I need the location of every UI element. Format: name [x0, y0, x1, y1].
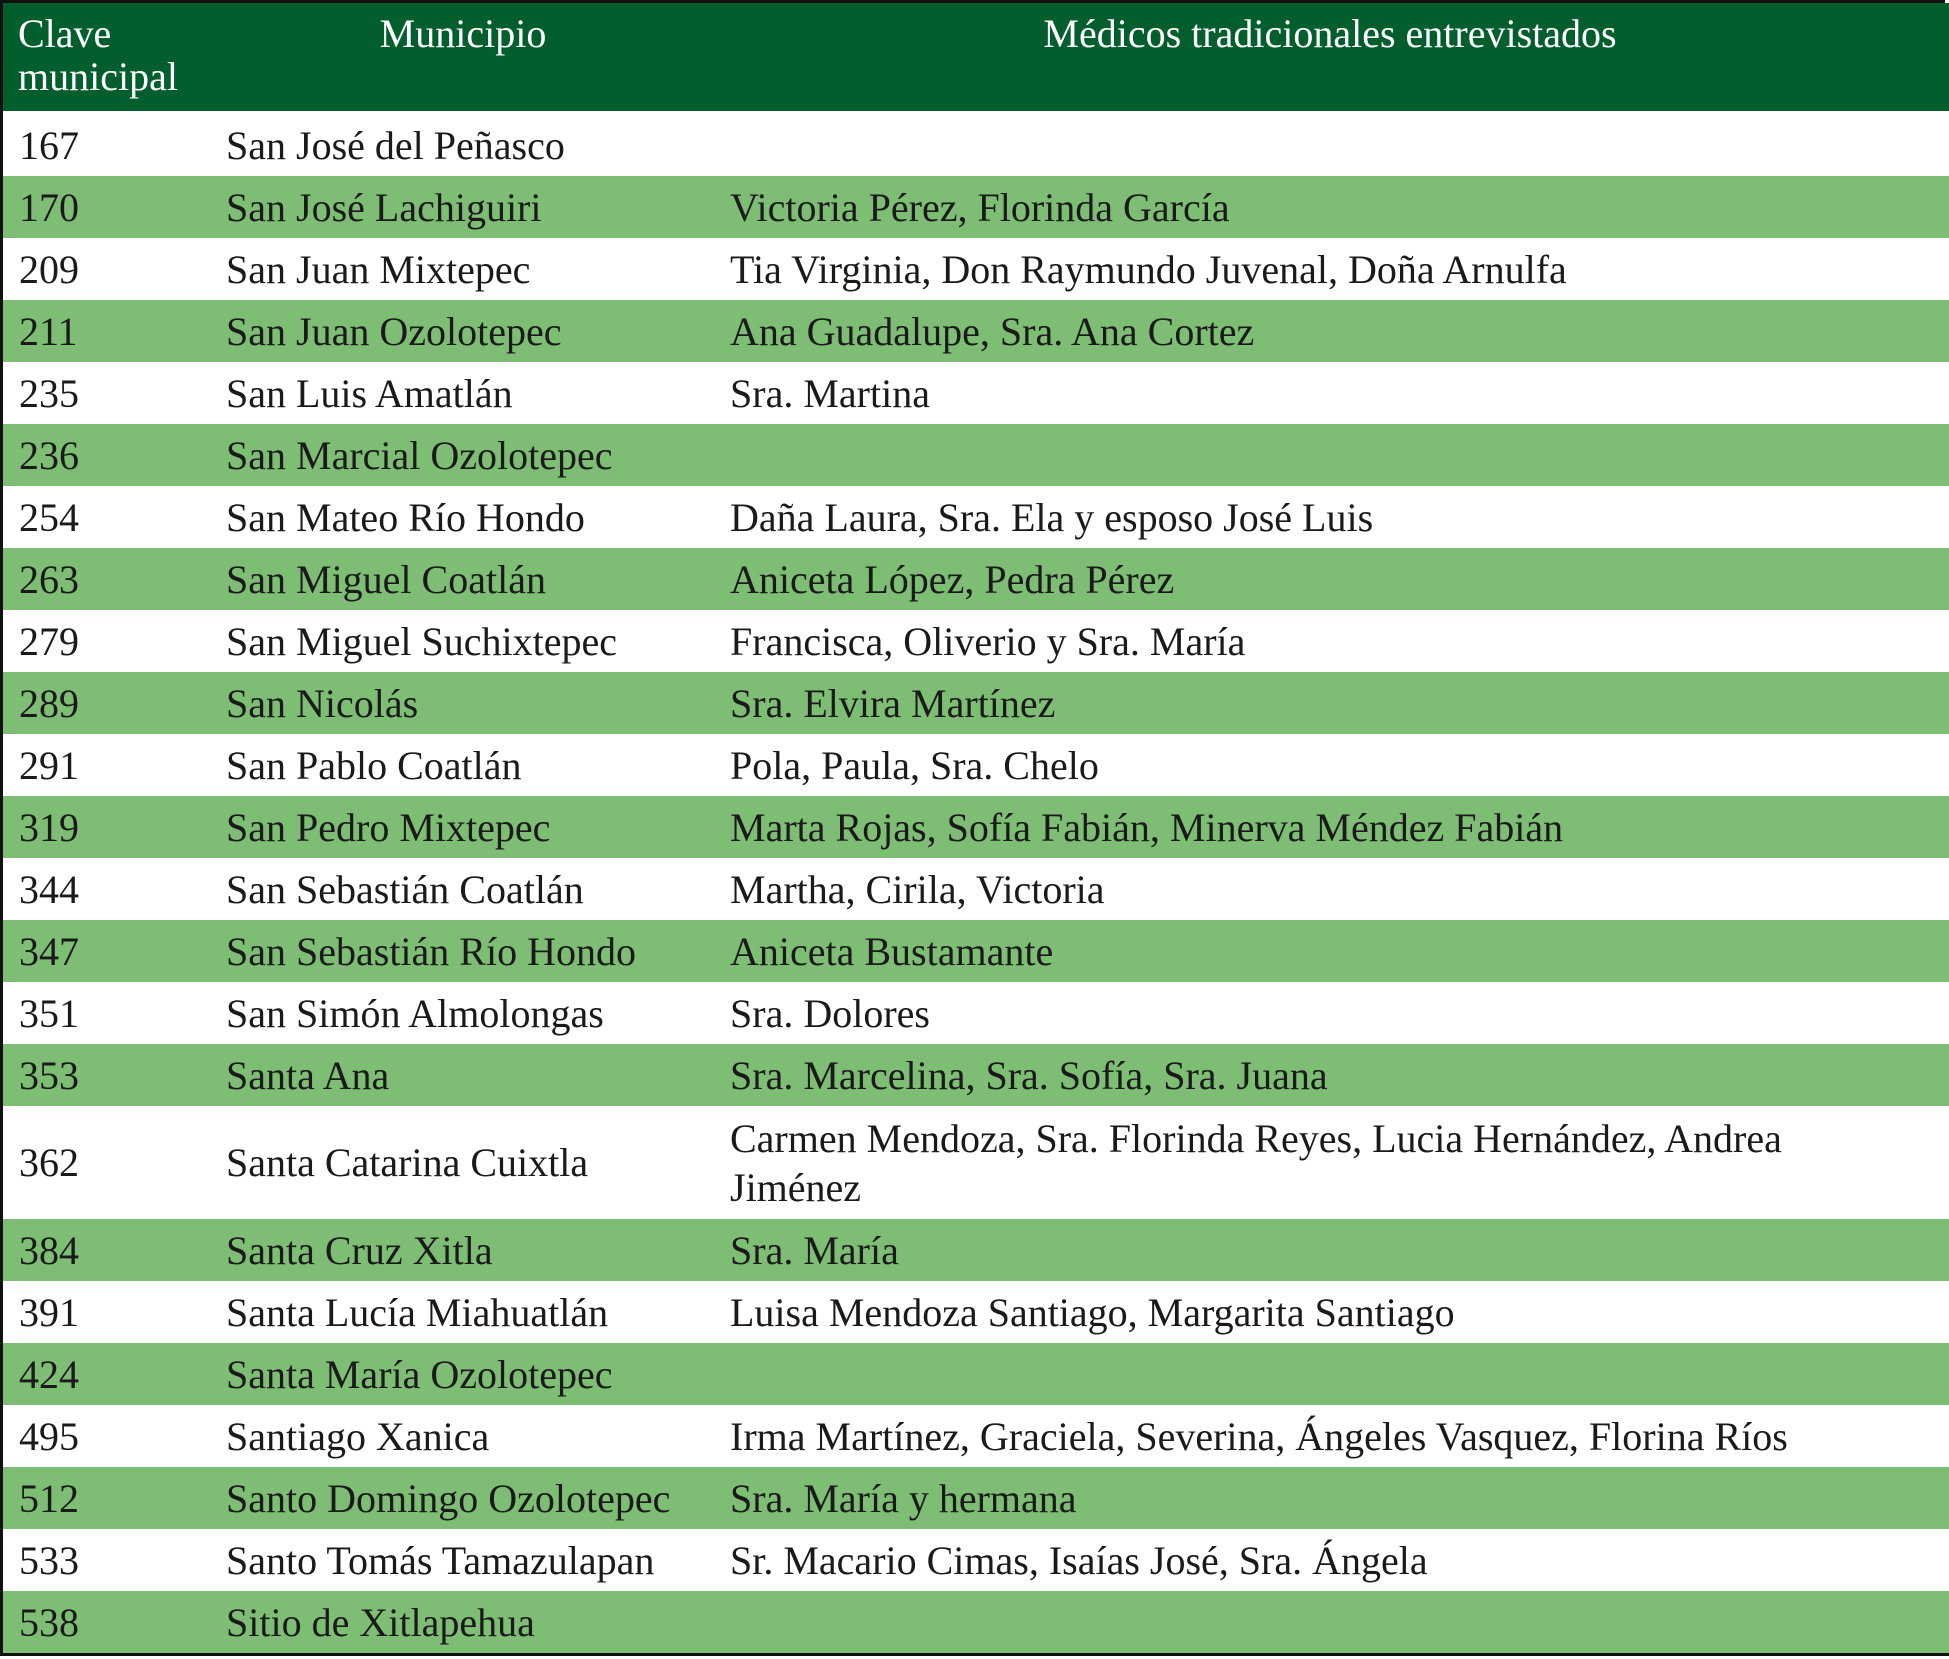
table-row — [3, 858, 1949, 920]
cell-municipio: San José del Peñasco — [226, 122, 565, 168]
cell-municipio: San Sebastián Río Hondo — [226, 928, 636, 974]
table-row — [3, 920, 1949, 982]
cell-municipio: San Nicolás — [226, 680, 419, 726]
cell-clave: 495 — [19, 1413, 79, 1459]
cell-medicos: Sra. Martina — [730, 370, 930, 416]
cell-municipio: Santa Ana — [226, 1052, 390, 1098]
cell-clave: 344 — [19, 866, 79, 912]
table-row — [3, 1219, 1949, 1281]
cell-municipio: San Marcial Ozolotepec — [226, 432, 613, 478]
cell-municipio: Sitio de Xitlapehua — [226, 1599, 535, 1645]
cell-municipio: Santo Domingo Ozolotepec — [226, 1475, 671, 1521]
cell-municipio: San José Lachiguiri — [226, 184, 542, 230]
cell-clave: 533 — [19, 1537, 79, 1583]
cell-clave: 538 — [19, 1599, 79, 1645]
table-row — [3, 1106, 1949, 1219]
cell-medicos: Carmen Mendoza, Sra. Florinda Reyes, Lucia Hernández, Andrea Jiménez — [730, 1115, 1782, 1210]
cell-medicos: Aniceta López, Pedra Pérez — [730, 556, 1175, 602]
cell-medicos — [730, 1591, 1900, 1653]
cell-clave: 291 — [19, 742, 79, 788]
table-row — [3, 1591, 1949, 1653]
table-row — [3, 734, 1949, 796]
table-row — [3, 114, 1949, 176]
table-row — [3, 672, 1949, 734]
table-row — [3, 548, 1949, 610]
cell-medicos: Victoria Pérez, Florinda García — [730, 184, 1230, 230]
header-clave-municipal: Clave municipal — [18, 11, 178, 99]
header-medicos: Médicos tradicionales entrevistados — [1043, 11, 1617, 56]
table-row — [3, 796, 1949, 858]
cell-medicos: Irma Martínez, Graciela, Severina, Ángeles Vasquez, Florina Ríos — [730, 1413, 1788, 1459]
cell-medicos: Sra. María — [730, 1227, 899, 1273]
cell-medicos: Sra. Marcelina, Sra. Sofía, Sra. Juana — [730, 1052, 1328, 1098]
cell-medicos: Ana Guadalupe, Sra. Ana Cortez — [730, 308, 1255, 354]
cell-municipio: Santa Lucía Miahuatlán — [226, 1289, 609, 1335]
cell-clave: 362 — [19, 1140, 79, 1185]
table-row — [3, 982, 1949, 1044]
cell-clave: 319 — [19, 804, 79, 850]
cell-clave: 512 — [19, 1475, 79, 1521]
cell-clave: 254 — [19, 494, 79, 540]
cell-municipio: San Juan Ozolotepec — [226, 308, 562, 354]
cell-clave: 351 — [19, 990, 79, 1036]
cell-municipio: San Simón Almolongas — [226, 990, 604, 1036]
cell-municipio: San Luis Amatlán — [226, 370, 513, 416]
table-row — [3, 176, 1949, 238]
cell-clave: 353 — [19, 1052, 79, 1098]
cell-clave: 235 — [19, 370, 79, 416]
cell-medicos: Daña Laura, Sra. Ela y esposo José Luis — [730, 494, 1374, 540]
cell-municipio: Santo Tomás Tamazulapan — [226, 1537, 655, 1583]
cell-municipio: San Miguel Coatlán — [226, 556, 546, 602]
table-bottom-border — [0, 1653, 1949, 1656]
cell-municipio: San Miguel Suchixtepec — [226, 618, 618, 664]
cell-municipio: San Pablo Coatlán — [226, 742, 522, 788]
cell-municipio: Santiago Xanica — [226, 1413, 490, 1459]
table-row — [3, 1343, 1949, 1405]
table-row — [3, 1529, 1949, 1591]
cell-medicos — [730, 1343, 1900, 1405]
cell-medicos: Pola, Paula, Sra. Chelo — [730, 742, 1099, 788]
cell-clave: 170 — [19, 184, 79, 230]
cell-clave: 279 — [19, 618, 79, 664]
table-row — [3, 486, 1949, 548]
cell-medicos: Sra. Elvira Martínez — [730, 680, 1056, 726]
cell-medicos — [730, 114, 1900, 176]
cell-clave: 167 — [19, 122, 79, 168]
table-row — [3, 300, 1949, 362]
cell-medicos: Luisa Mendoza Santiago, Margarita Santiago — [730, 1289, 1455, 1335]
cell-municipio: San Sebastián Coatlán — [226, 866, 584, 912]
cell-medicos: Marta Rojas, Sofía Fabián, Minerva Méndez Fabián — [730, 804, 1564, 850]
cell-clave: 236 — [19, 432, 79, 478]
cell-clave: 263 — [19, 556, 79, 602]
cell-medicos: Sra. Dolores — [730, 990, 930, 1036]
table-row — [3, 610, 1949, 672]
cell-municipio: San Juan Mixtepec — [226, 246, 531, 292]
cell-clave: 289 — [19, 680, 79, 726]
table-row — [3, 362, 1949, 424]
table-body — [3, 114, 1949, 1653]
cell-municipio: San Pedro Mixtepec — [226, 804, 551, 850]
cell-clave: 384 — [19, 1227, 79, 1273]
cell-clave: 424 — [19, 1351, 79, 1397]
cell-municipio: San Mateo Río Hondo — [226, 494, 585, 540]
table-row — [3, 1281, 1949, 1343]
cell-medicos: Francisca, Oliverio y Sra. María — [730, 618, 1246, 664]
cell-medicos: Sra. María y hermana — [730, 1475, 1077, 1521]
cell-clave: 209 — [19, 246, 79, 292]
table-row — [3, 1405, 1949, 1467]
cell-clave: 211 — [19, 308, 78, 354]
cell-clave: 347 — [19, 928, 79, 974]
table-row — [3, 1044, 1949, 1106]
header-municipio: Municipio — [379, 11, 547, 56]
table-row — [3, 424, 1949, 486]
cell-medicos: Sr. Macario Cimas, Isaías José, Sra. Ángela — [730, 1537, 1428, 1583]
table-row — [3, 238, 1949, 300]
cell-medicos: Tia Virginia, Don Raymundo Juvenal, Doña Arnulfa — [730, 246, 1567, 292]
cell-medicos: Aniceta Bustamante — [730, 928, 1054, 974]
cell-municipio: Santa Catarina Cuixtla — [226, 1140, 589, 1185]
cell-clave: 391 — [19, 1289, 79, 1335]
cell-medicos: Martha, Cirila, Victoria — [730, 866, 1105, 912]
table-row — [3, 1467, 1949, 1529]
table-header — [3, 3, 1949, 111]
cell-medicos — [730, 424, 1900, 486]
cell-municipio: Santa María Ozolotepec — [226, 1351, 613, 1397]
cell-municipio: Santa Cruz Xitla — [226, 1227, 493, 1273]
